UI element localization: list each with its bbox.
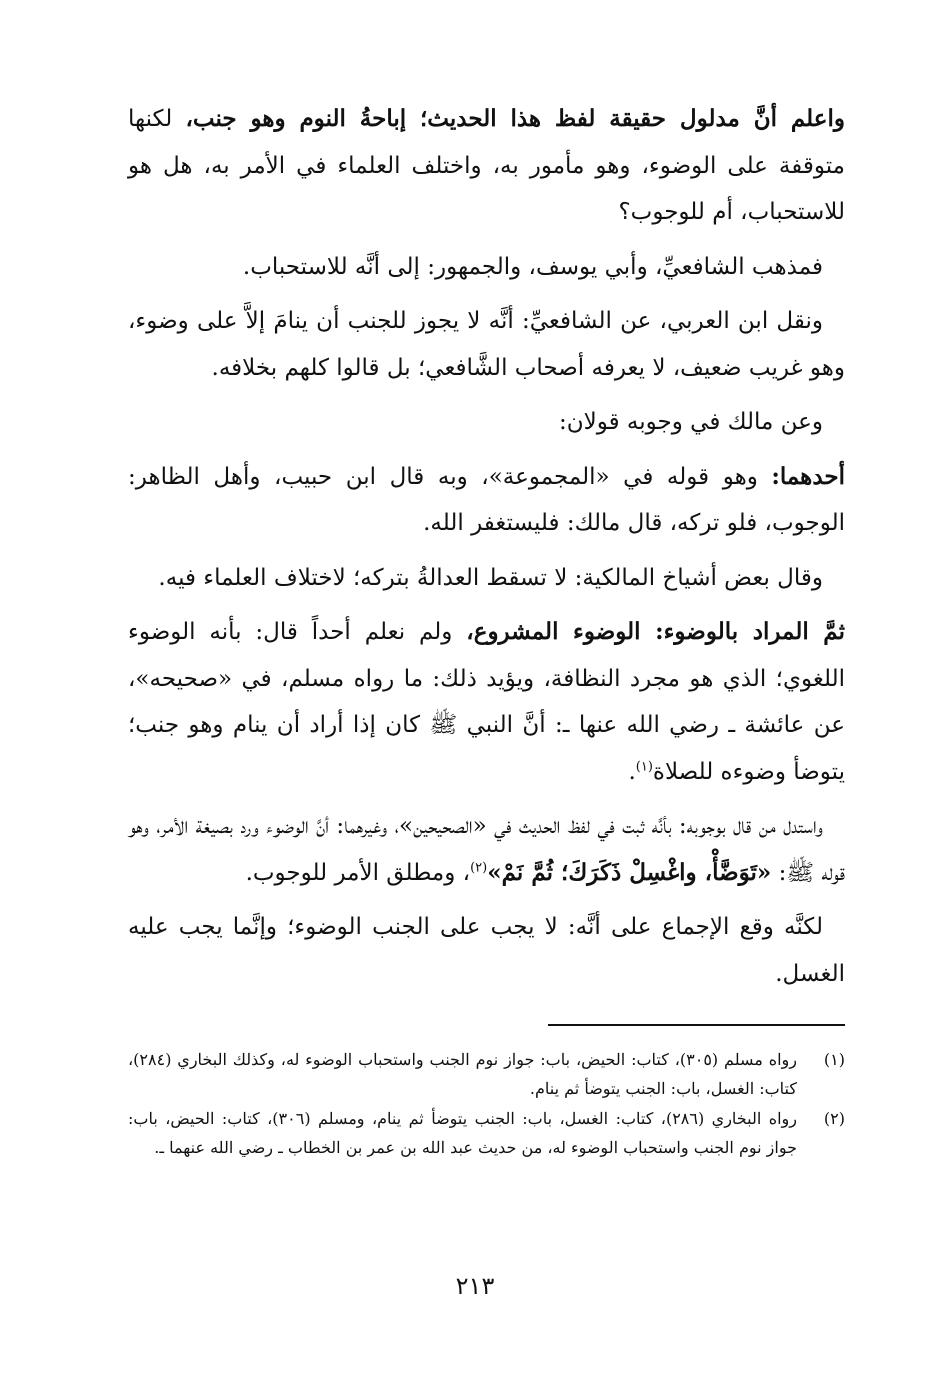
footnotes (128, 1046, 845, 1164)
paragraph-text: وهو قوله في «المجموعة»، وبه قال ابن حبيب، وأهل الظاهر: الوجوب، فلو تركه، قال مالك: فليستغفر الله. (128, 463, 845, 536)
footnote-divider (548, 1024, 845, 1026)
paragraph-tail: ، ومطلق الأمر للوجوب. (245, 859, 471, 886)
footnote-text: رواه البخاري (٢٨٦)، كتاب: الغسل، باب: الجنب يتوضأ ثم ينام، ومسلم (٣٠٦)، كتاب: الحيض، باب: جواز نوم الجنب واستحباب الوضوء له، من حديث عبد الله بن عمر بن الخطاب ـ رضي الله عنهما ـ. (128, 1109, 798, 1157)
paragraph-3 (128, 298, 845, 391)
paragraph-8 (128, 803, 845, 896)
paragraph-text: وعن مالك في وجوبه قولان: (558, 409, 823, 435)
footnote-text: رواه مسلم (٣٠٥)، كتاب: الحيض، باب: جواز نوم الجنب واستحباب الوضوء له، وكذلك البخاري (٢٨٤)، كتاب: الغسل، باب: الجنب يتوضأ ثم ينام. (128, 1050, 797, 1098)
paragraph-5 (128, 454, 845, 547)
footnote-number: (١) (823, 1050, 845, 1069)
paragraph-text: لكنَّه وقع الإجماع على أنَّه: لا يجب على الجنب الوضوء؛ وإنَّما يجب عليه الغسل. (128, 914, 845, 987)
paragraph-4 (128, 399, 845, 446)
footnote-ref-2[interactable]: (٢) (470, 859, 488, 875)
paragraph-9 (128, 904, 845, 997)
paragraph-6 (128, 555, 845, 602)
main-text (128, 96, 845, 997)
paragraph-text: ولم نعلم أحداً قال: بأنه الوضوء اللغوي؛ الذي هو مجرد النظافة، ويؤيد ذلك: ما رواه مسلم، في «صحيحه»، عن عائشة ـ رضي الله عنها ـ: أنَّ النبي ﷺ كان إذا أراد أن ينام وهو جنب؛ يتوضأ وضوءه للصلاة (128, 619, 845, 785)
hadith-quote: «تَوَضَّأْ، واغْسِلْ ذَكَرَكَ؛ ثُمَّ نَمْ» (487, 858, 772, 886)
paragraph-text: واستدل من قال بوجوبه: بأنَّه ثبت في لفظ الحديث في «الصحيحين»، وغيرهما: أنَّ الوضوء ورد بصيغة الأمر، وهو قوله ﷺ: (128, 813, 845, 886)
paragraph-text: لكنها متوقفة على الوضوء، وهو مأمور به، واختلف العلماء في الأمر به، هل هو للاستحباب، أم للوجوب؟ (128, 106, 845, 225)
paragraph-text: ونقل ابن العربي، عن الشافعيِّ: أنَّه لا يجوز للجنب أن ينامَ إلاَّ على وضوء، وهو غريب ضعيف، لا يعرفه أصحاب الشَّافعي؛ بل قالوا كلهم بخلافه. (128, 308, 845, 381)
footnote-1 (128, 1046, 845, 1103)
paragraph-lead: أحدهما: (771, 462, 845, 490)
paragraph-2 (128, 244, 845, 291)
paragraph-text: فمذهب الشافعيِّ، وأبي يوسف، والجمهور: إلى أنَّه للاستحباب. (242, 253, 823, 280)
paragraph-text: وقال بعض أشياخ المالكية: لا تسقط العدالةُ بتركه؛ لاختلاف العلماء فيه. (158, 564, 823, 591)
paragraph-lead: ثمَّ المراد بالوضوء: الوضوء المشروع، (466, 618, 846, 645)
footnote-2 (128, 1105, 845, 1162)
paragraph-7 (128, 609, 845, 795)
footnote-ref-1[interactable]: (١) (635, 758, 653, 774)
paragraph-lead: واعلم أنَّ مدلول حقيقة لفظ هذا الحديث؛ إباحةُ النوم وهو جنب، (185, 105, 845, 132)
footnote-number: (٢) (823, 1109, 845, 1128)
paragraph-1 (128, 96, 845, 236)
page-number: ٢١٣ (455, 1272, 495, 1300)
paragraph-tail: . (628, 758, 636, 785)
